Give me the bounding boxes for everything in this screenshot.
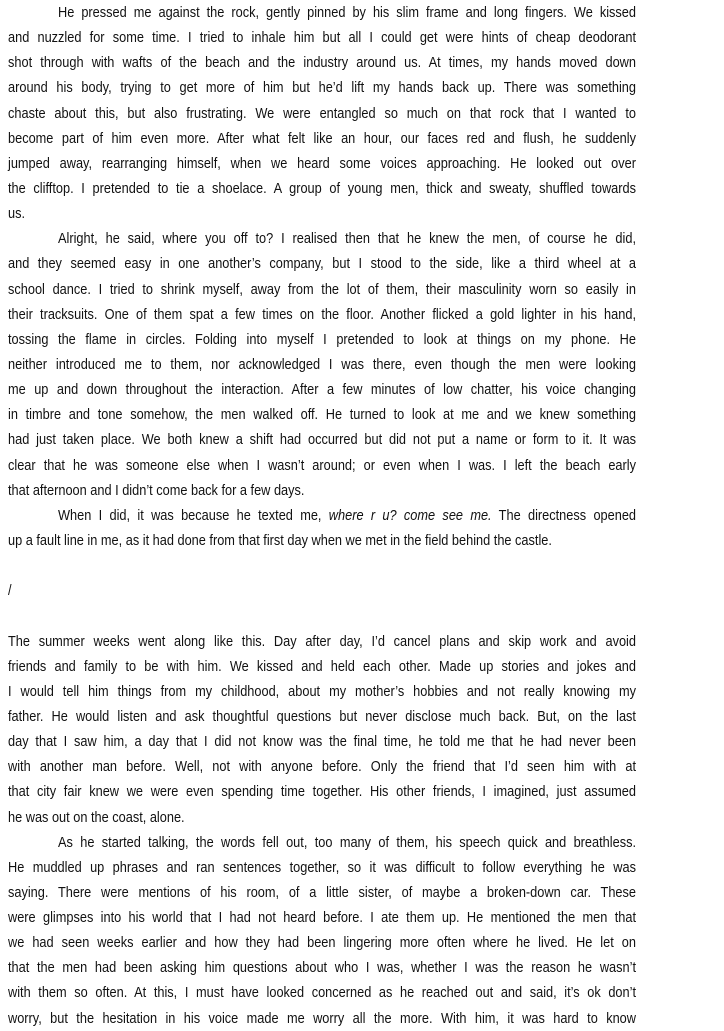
- line-text: with another man before. Well, not with anyone before. Only the friend that I’d seen him with at: [8, 758, 636, 776]
- text-line: [8, 377, 636, 402]
- text-line: [8, 251, 636, 276]
- line-text: The summer weeks went along like this. Day after day, I’d cancel plans and skip work and avoid: [8, 632, 636, 650]
- line-text: that afternoon and I didn’t come back for a few days.: [8, 481, 305, 499]
- text-line: [8, 830, 636, 855]
- section-separator: [8, 578, 636, 603]
- line-text: saying. There were mentions of his room, of a little sister, of maybe a broken-down car. These: [8, 883, 636, 901]
- line-text: jumped away, rearranging himself, when we heard some voices approaching. He looked out over: [8, 154, 636, 172]
- paragraph-1: [8, 0, 636, 226]
- text-line: [8, 880, 636, 905]
- text-line: [8, 151, 636, 176]
- text-run: When I did, it was because he texted me,: [58, 506, 329, 524]
- text-line: [8, 427, 636, 452]
- text-line: [8, 1006, 636, 1031]
- line-text: up a fault line in me, as it had done from that first day when we met in the field behind the castle.: [8, 531, 552, 549]
- paragraph-2: [8, 226, 636, 503]
- text-line: [8, 25, 636, 50]
- line-text: me up and down throughout the interaction. After a few minutes of low chatter, his voice changing: [8, 381, 636, 399]
- line-text: their tracksuits. One of them spat a few times on the floor. Another flicked a gold lighter in his hand,: [8, 305, 636, 323]
- separator-slash: /: [8, 582, 12, 600]
- line-text: with them so often. At this, I must have looked concerned as he reached out and said, it’s ok don’t: [8, 984, 636, 1002]
- text-line: [8, 905, 636, 930]
- text-line: [8, 503, 636, 528]
- line-text: Alright, he said, where you off to? I realised then that he knew the men, of course he did,: [58, 230, 636, 248]
- line-text: [58, 503, 636, 528]
- line-text: the clifftop. I pretended to tie a shoelace. A group of young men, thick and sweaty, shuffled towards: [8, 179, 636, 197]
- paragraph-4: [8, 629, 636, 830]
- text-line: [8, 126, 636, 151]
- italic-text-message: where r u? come see me.: [328, 506, 492, 524]
- line-text: he was out on the coast, alone.: [8, 808, 185, 826]
- line-text: around his body, trying to get more of him but he’d lift my hands back up. There was something: [8, 79, 636, 97]
- line-text: shot through with wafts of the beach and the industry around us. At times, my hands moved down: [8, 54, 636, 72]
- text-line: [8, 50, 636, 75]
- text-line: [8, 302, 636, 327]
- line-text: that city fair knew we were even spending time together. His other friends, I imagined, just assumed: [8, 783, 636, 801]
- line-text: worry, but the hesitation in his voice made me worry all the more. With him, it was hard to know: [8, 1009, 636, 1027]
- text-line: [8, 779, 636, 804]
- line-text: He pressed me against the rock, gently pinned by his slim frame and long fingers. We kissed: [58, 4, 636, 21]
- text-line: [8, 101, 636, 126]
- text-line: [8, 75, 636, 100]
- text-line: [8, 528, 636, 553]
- line-text: and they seemed easy in one another’s company, but I stood to the side, like a third wheel at a: [8, 255, 636, 273]
- text-line: [8, 277, 636, 302]
- text-line: [8, 654, 636, 679]
- text-line: [8, 980, 636, 1005]
- line-text: father. He would listen and ask thoughtful questions but never disclose much back. But, on the last: [8, 707, 636, 725]
- text-line: [8, 402, 636, 427]
- text-line: [8, 176, 636, 201]
- text-run: The directness opened: [491, 506, 637, 524]
- text-line: [8, 201, 636, 226]
- line-text: were glimpses into his world that I had not heard before. I ate them up. He mentioned the men that: [8, 909, 636, 927]
- blank-line: [8, 553, 636, 578]
- text-line: [8, 855, 636, 880]
- text-line: [8, 930, 636, 955]
- line-text: clear that he was someone else when I wasn’t around; or even when I was. I left the beach early: [8, 456, 636, 474]
- line-text: had just taken place. We both knew a shift had occurred but did not put a name or form to it. It was: [8, 431, 636, 449]
- text-line: [8, 754, 636, 779]
- text-line: [8, 352, 636, 377]
- text-line: [8, 805, 636, 830]
- line-text: in timbre and tone somehow, the men walked off. He turned to look at me and we knew something: [8, 406, 636, 424]
- text-line: [8, 704, 636, 729]
- line-text: school dance. I tried to shrink myself, away from the lot of them, their masculinity worn so easily in: [8, 280, 636, 298]
- text-line: [8, 327, 636, 352]
- text-line: [8, 629, 636, 654]
- line-text: neither introduced me to them, nor acknowledged I was there, even though the men were looking: [8, 355, 636, 373]
- line-text: become part of him even more. After what felt like an hour, our faces red and flush, he suddenly: [8, 129, 636, 147]
- line-text: us.: [8, 205, 26, 223]
- line-text: day that I saw him, a day that I did not know was the final time, he told me that he had never been: [8, 733, 636, 751]
- line-text: He muddled up phrases and ran sentences together, so it was difficult to follow everything he was: [8, 858, 636, 876]
- line-text: friends and family to be with him. We kissed and held each other. Made up stories and jokes and: [8, 657, 636, 675]
- line-text: I would tell him things from my childhood, about my mother’s hobbies and not really knowing my: [8, 682, 636, 700]
- document-page: [8, 0, 636, 1031]
- line-text: we had seen weeks earlier and how they had been lingering more often where he lived. He let on: [8, 934, 636, 952]
- line-text: chaste about this, but also frustrating. We were entangled so much on that rock that I wanted to: [8, 104, 636, 122]
- blank-line: [8, 603, 636, 628]
- text-line: [8, 729, 636, 754]
- paragraph-5: [8, 830, 636, 1031]
- text-line: [8, 0, 636, 25]
- line-text: tossing the flame in circles. Folding into myself I pretended to look at things on my phone. He: [8, 330, 636, 348]
- text-line: [8, 679, 636, 704]
- text-line: [8, 226, 636, 251]
- line-text: and nuzzled for some time. I tried to inhale him but all I could get were hints of cheap deodorant: [8, 29, 636, 47]
- line-text: that the men had been asking him questions about who I was, whether I was the reason he wasn’t: [8, 959, 636, 977]
- text-line: [8, 478, 636, 503]
- text-line: [8, 955, 636, 980]
- paragraph-3: [8, 503, 636, 553]
- text-line: [8, 453, 636, 478]
- line-text: As he started talking, the words fell out, too many of them, his speech quick and breathless.: [58, 833, 636, 851]
